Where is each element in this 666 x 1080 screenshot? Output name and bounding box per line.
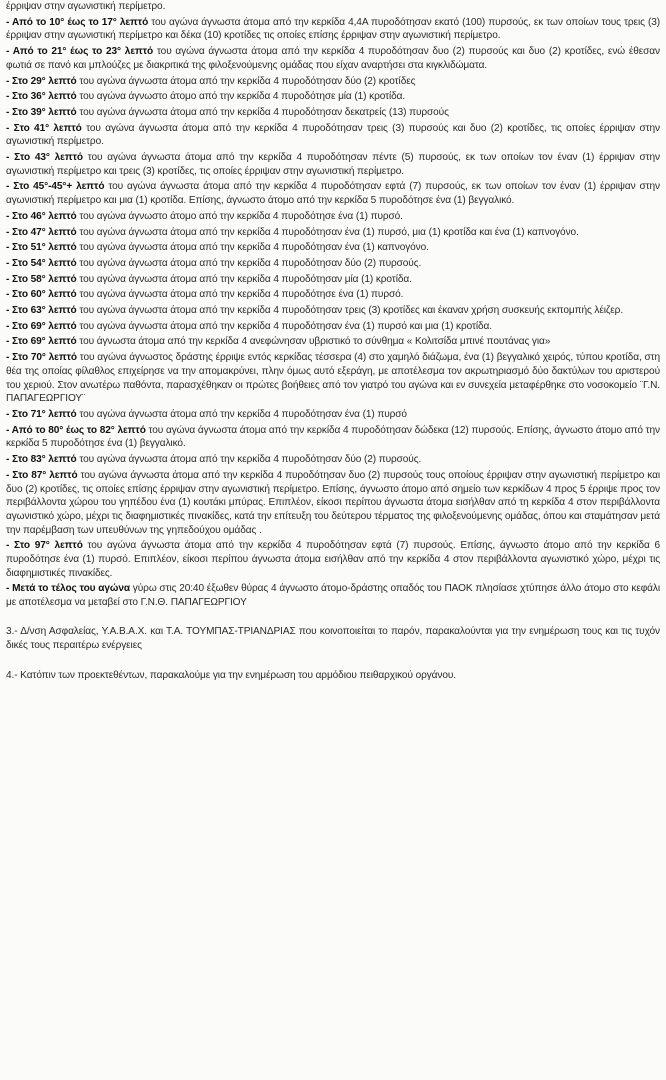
incident-text: του αγώνα άγνωστο άτομο από την κερκίδα 4 πυροδότησε μία (1) κροτίδα.	[76, 91, 406, 103]
incident-time-label: - Στο 51° λεπτό	[6, 242, 77, 254]
incident-time-label: - Στο 60° λεπτό	[6, 289, 77, 301]
incident-paragraph	[6, 582, 660, 609]
section-4: 4.- Κατόπιν των προεκτεθέντων, παρακαλούμε για την ενημέρωση του αρμόδιου πειθαρχικού οργάνου.	[6, 670, 456, 682]
incident-paragraph	[6, 304, 660, 318]
incident-time-label: - Μετά το τέλος του αγώνα	[6, 583, 130, 595]
incident-text: του αγώνα άγνωστα άτομα από την κερκίδα 4,4Α πυροδότησαν εκατό (100) πυρσούς, εκ των οποίων τους τρεις (3) έρριψαν στην αγωνιστική περίμετρο και δέκα (10) κροτίδες τις οποίες επίσης έρριψαν στην αγωνιστική περίμετρο.	[6, 16, 660, 42]
incident-paragraph	[6, 151, 660, 178]
incident-text: του αγώνα άγνωστα άτομα από την κερκίδα 4 πυροδότησε ένα (1) πυρσό.	[76, 289, 404, 301]
incident-time-label: - Στο 36° λεπτό	[6, 91, 77, 103]
incident-time-label: - Στο 97° λεπτό	[6, 540, 83, 552]
incident-text: του αγώνα άγνωστα άτομα από την κερκίδα 4 πυροδότησαν δύο (2) πυρσούς.	[76, 257, 422, 269]
incident-paragraph	[6, 0, 660, 14]
incident-time-label: - Από το 80° έως το 82° λεπτό	[6, 424, 146, 436]
incident-text: του αγώνα άγνωστα άτομα από την κερκίδα 4 πυροδότησαν πέντε (5) πυρσούς, εκ των οποίων τον έναν (1) έρριψαν στην αγωνιστική περίμετρο και τρεις (3) κροτίδες, τις οποίες έρριψαν στην αγωνιστική περίμετρο.	[6, 152, 660, 177]
incident-time-label: - Στο 58° λεπτό	[6, 273, 77, 285]
incident-paragraph	[6, 75, 660, 89]
incident-paragraph	[6, 122, 660, 149]
section-3: 3.- Δ/νση Ασφαλείας, Υ.Α.Β.Α.Χ. και Τ.Α. ΤΟΥΜΠΑΣ-ΤΡΙΑΝΔΡΙΑΣ που κοινοποιείται το παρόν, παρακαλούνται για την ενημέρωση τους και τις τυχόν δικές τους περαιτέρω ενέργειες	[6, 625, 660, 651]
incident-paragraph	[6, 320, 660, 334]
incident-paragraph	[6, 45, 660, 72]
incident-text: του αγώνα άγνωστα άτομα από την κερκίδα 4 πυροδότησαν τρεις (3) κροτίδες και έκαναν χρήση συσκευής εκπομπής λέιζερ.	[76, 305, 624, 317]
incident-paragraph	[6, 90, 660, 104]
incident-text: του αγώνα άγνωστα άτομα από την κερκίδα 4 πυροδότησαν εφτά (7) πυρσούς, εκ των οποίων τον έναν (1) έρριψαν στην αγωνιστική περίμετρο και μια (1) κροτίδα. Επίσης, άγνωστο άτομο από την κερκίδα 5 πυροδότησε ένα (1) βεγγαλικό.	[6, 181, 661, 207]
incident-paragraph	[6, 424, 660, 451]
incident-time-label: - Στο 70° λεπτό	[6, 352, 77, 364]
incident-paragraph	[6, 273, 660, 287]
incident-time-label: - Από το 21° έως το 23° λεπτό	[6, 46, 154, 58]
incident-paragraph	[6, 469, 660, 538]
incident-time-label: - Στο 63° λεπτό	[6, 305, 77, 317]
incident-text: του αγώνα άγνωστα άτομα από την κερκίδα 4 πυροδότησαν δύο (2) κροτίδες	[76, 75, 416, 87]
incident-text: του αγώνα άγνωστα άτομα από την κερκίδα 4 πυροδότησαν ένα (1) πυρσό και μια (1) κροτίδα.	[76, 320, 492, 332]
incident-paragraph	[6, 335, 660, 349]
incident-text: του αγώνα άγνωστα άτομα από την κερκίδα 4 πυροδότησαν δύο (2) πυρσούς.	[76, 454, 422, 466]
incident-paragraph	[6, 408, 660, 422]
incident-paragraph	[6, 241, 660, 255]
incident-paragraph	[6, 16, 660, 43]
incident-paragraph	[6, 180, 660, 207]
incident-text: του αγώνα άγνωστα άτομα από την κερκίδα 4 πυροδότησαν μία (1) κροτίδα.	[76, 273, 412, 285]
incident-time-label: - Στο 45°-45°+ λεπτό	[6, 181, 105, 193]
incident-time-label: - Στο 71° λεπτό	[6, 408, 77, 420]
incident-paragraph	[6, 106, 660, 120]
incident-time-label: - Στο 87° λεπτό	[6, 469, 78, 481]
incident-text: γύρω στις 20:40 έξωθεν θύρας 4 άγνωστο άτομο-δράστης οπαδός του ΠΑΟΚ πλησίασε χτύπησε άλλο άτομο στο κεφάλι με αποτέλεσμα να μεταβεί στο Γ.Ν.Θ. ΠΑΠΑΓΕΩΡΓΙΟΥ	[6, 583, 660, 609]
incident-text: του αγώνα άγνωστος δράστης έρριψε εντός κερκίδας τέσσερα (4) στο χαμηλό διάζωμα, ένα (1) βεγγαλικό χειρός, τύπου κροτίδα, στη θέα της οποίας φίλαθλος επιχείρησε να την απομακρύνει, πλην όμως αυτό εξεράγη, με αποτέλεσμα τον ακρωτηριασμό δύο δακτύλων του αριστερού του χεριού. Στον ανωτέρω παθόντα, παρασχέθηκαν οι πρώτες βοήθειες από τον γιατρό του αγώνα και εν συνεχεία μεταφέρθηκε στο νοσοκομείο ¨Γ.Ν. ΠΑΠΑΓΕΩΡΓΙΟΥ¨	[6, 352, 660, 405]
incident-text: του αγώνα άγνωστα άτομα από την κερκίδα 4 πυροδότησαν δυο (2) πυρσούς τους οποίους έρριψαν στην αγωνιστική περίμετρο και δυο (2) κροτίδες, τις οποίες επίσης έρριψαν στην αγωνιστική περίμετρο. Επίσης, άγνωστο άτομο από σημείο των κερκίδων 4 προς 5 έρριψε προς τον περιβάλλοντα χώρου του γηπέδου ένα (1) κουτάκι μπύρας. Επιπλέον, είκοσι περίπου άγνωστα άτομα εισήλθαν από τη κερκίδα 4 στον περιβάλλοντα αγωνιστικό χώρο, μέχρι τις διαφημιστικές πινακίδες, κατά την επίτευξη του δεύτερου τέρματος της φιλοξενούμενης ομάδας, όπου και σταμάτησαν μετά την παρέμβαση των υπευθύνων της γηπεδούχου ομάδας .	[6, 469, 660, 536]
incident-text: του αγώνα άγνωστα άτομα από την κερκίδα 4 πυροδότησαν ένα (1) πυρσό, μια (1) κροτίδα και ένα (1) καπνογόνο.	[76, 226, 579, 238]
incident-paragraph	[6, 210, 660, 224]
incident-paragraph	[6, 288, 660, 302]
incident-time-label: - Στο 29° λεπτό	[6, 75, 77, 87]
incident-time-label: - Στο 69° λεπτό	[6, 320, 77, 332]
incident-paragraph	[6, 226, 660, 240]
incident-text: του αγώνα άγνωστα άτομα από την κερκίδα 4 πυροδότησαν εφτά (7) πυρσούς. Επίσης, άγνωστο άτομο από την κερκίδα 6 πυροδότησε ένα (1) πυρσό. Επιπλέον, είκοσι περίπου άγνωστα άτομα εισήλθαν από την κερκίδα 4 στον περιβάλλοντα αγωνιστικό χώρο, μέχρι τις διαφημιστικές πινακίδες.	[6, 540, 660, 579]
incident-paragraph	[6, 539, 660, 580]
incident-text: έρριψαν στην αγωνιστική περίμετρο.	[6, 1, 166, 12]
incident-time-label: - Στο 43° λεπτό	[6, 152, 83, 164]
incident-time-label: - Στο 39° λεπτό	[6, 106, 77, 118]
incident-text: του αγώνα άγνωστα άτομα από την κερκίδα 4 πυροδότησαν ένα (1) καπνογόνο.	[76, 242, 429, 254]
incident-text: του άγνωστα άτομα από την κερκίδα 4 ανεφώνησαν υβριστικό το σύνθημα « Κολιτσίδα μπινέ πουτάνας για»	[76, 336, 551, 348]
incident-text: του αγώνα άγνωστα άτομα από την κερκίδα 4 πυροδότησαν δεκατρείς (13) πυρσούς	[76, 106, 449, 118]
incident-time-label: - Στο 46° λεπτό	[6, 210, 77, 222]
incident-time-label: - Στο 83° λεπτό	[6, 454, 77, 466]
incident-time-label: - Στο 54° λεπτό	[6, 257, 77, 269]
incident-time-label: - Από το 10° έως το 17° λεπτό	[6, 16, 149, 28]
incident-time-label: - Στο 41° λεπτό	[6, 122, 82, 134]
incident-time-label: - Στο 47° λεπτό	[6, 226, 77, 238]
incident-time-label: - Στο 69° λεπτό	[6, 336, 77, 348]
incident-paragraph	[6, 351, 660, 406]
incident-text: του αγώνα άγνωστο άτομο από την κερκίδα 4 πυροδότησε ένα (1) πυρσό.	[76, 210, 403, 222]
incident-text: του αγώνα άγνωστα άτομα από την κερκίδα 4 πυροδότησαν τρεις (3) πυρσούς και δυο (2) κροτίδες, τις οποίες έρριψαν στην αγωνιστική περίμετρο.	[6, 122, 660, 148]
incident-text: του αγώνα άγνωστα άτομα από την κερκίδα 4 πυροδότησαν δώδεκα (12) πυρσούς. Επίσης, άγνωστο άτομο από την κερκίδα 5 πυροδότησε ένα (1) βεγγαλικό.	[6, 424, 660, 450]
incident-text: του αγώνα άγνωστα άτομα από την κερκίδα 4 πυροδότησαν ένα (1) πυρσό	[76, 408, 407, 420]
incident-list	[6, 0, 660, 610]
incident-paragraph	[6, 257, 660, 271]
incident-text: του αγώνα άγνωστα άτομα από την κερκίδα 4 πυροδότησαν δυο (2) πυρσούς και δυο (2) κροτίδες, ενώ έθεσαν φωτιά σε πανό και μπλούζες με διακριτικά της φιλοξενούμενης ομάδας που είχαν αναρτήσει στα κιγκλιδώματα.	[6, 46, 660, 71]
incident-paragraph	[6, 453, 660, 467]
